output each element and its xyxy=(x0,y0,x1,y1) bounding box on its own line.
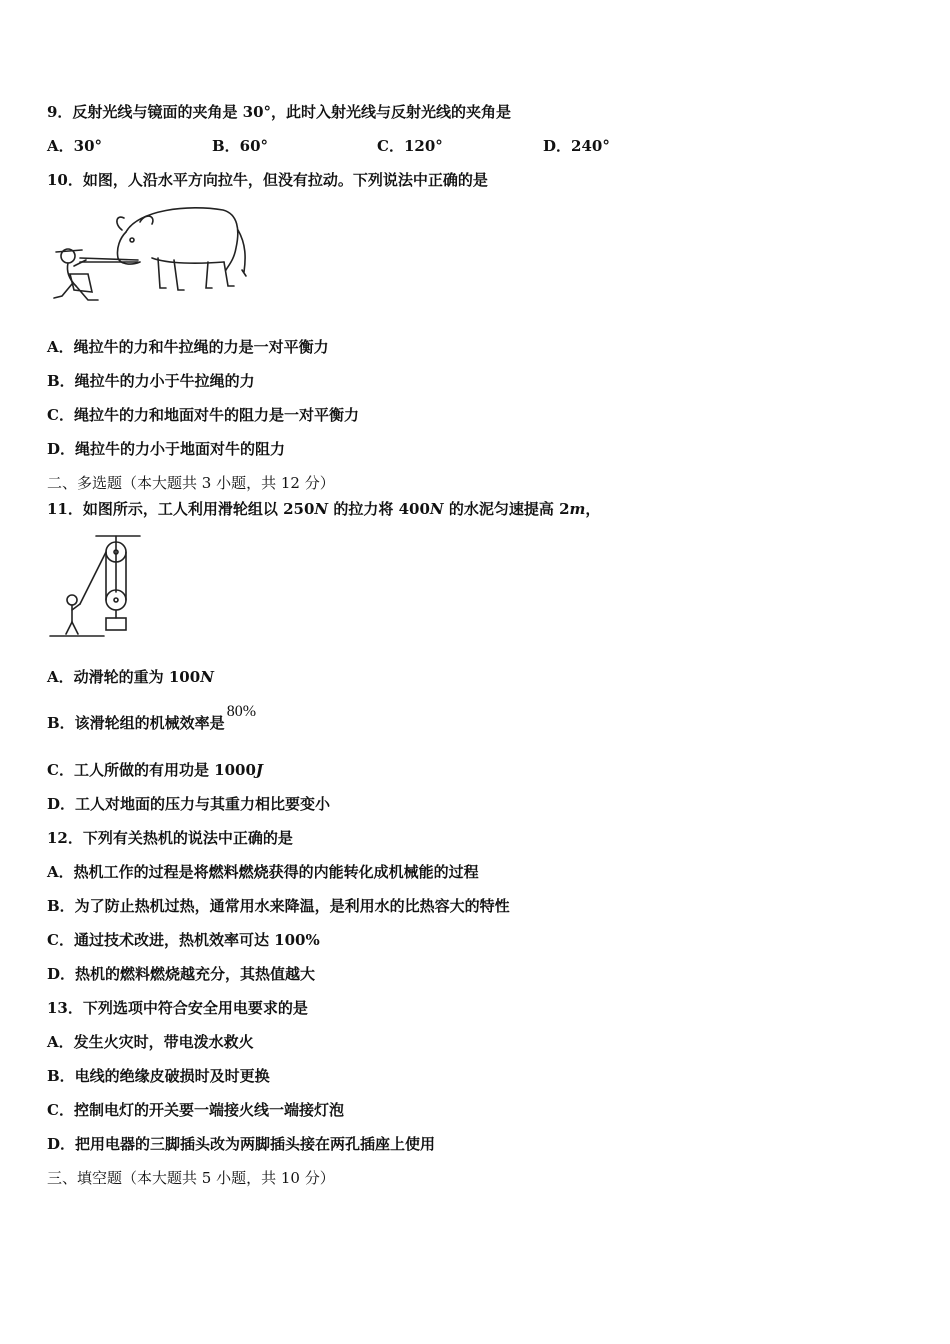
q13-option-d: D．把用电器的三脚插头改为两脚插头接在两孔插座上使用 xyxy=(47,1135,436,1153)
q11-stem-unit-1: N xyxy=(314,500,329,518)
q11-option-b-text: B．该滑轮组的机械效率是 xyxy=(47,714,225,732)
q11-stem xyxy=(47,499,600,519)
q12-option-a: A．热机工作的过程是将燃料燃烧获得的内能转化成机械能的过程 xyxy=(47,863,479,881)
q11-stem-part-2: 的拉力将 400 xyxy=(328,500,430,518)
q11-stem-unit-2: N xyxy=(429,500,444,518)
man-pulling-ox-figure xyxy=(48,200,248,310)
q11-option-c-unit: J xyxy=(255,761,264,779)
q11-stem-part-1: 11．如图所示，工人利用滑轮组以 250 xyxy=(47,500,315,518)
q11-option-a xyxy=(47,667,214,687)
pulley-system-figure xyxy=(46,532,146,642)
q9-option-c: C．120° xyxy=(377,137,443,155)
q11-option-b-value: 80% xyxy=(226,703,257,720)
section-3-heading: 三、填空题（本大题共 5 小题，共 10 分） xyxy=(47,1169,335,1187)
q11-option-a-text: A．动滑轮的重为 100 xyxy=(47,668,201,686)
q10-stem: 10．如图，人沿水平方向拉牛，但没有拉动。下列说法中正确的是 xyxy=(47,171,488,189)
q9-option-a: A．30° xyxy=(47,137,103,155)
q11-stem-unit-3: m xyxy=(569,500,586,518)
q11-stem-part-3: 的水泥匀速提高 2 xyxy=(443,500,570,518)
q11-option-d: D．工人对地面的压力与其重力相比要变小 xyxy=(47,795,331,813)
q10-option-c: C．绳拉牛的力和地面对牛的阻力是一对平衡力 xyxy=(47,406,359,424)
q12-option-d: D．热机的燃料燃烧越充分，其热值越大 xyxy=(47,965,316,983)
q13-option-c: C．控制电灯的开关要一端接火线一端接灯泡 xyxy=(47,1101,344,1119)
q11-stem-part-4: ， xyxy=(585,500,601,518)
q12-option-c: C．通过技术改进，热机效率可达 100% xyxy=(47,931,320,949)
q11-option-a-unit: N xyxy=(200,668,214,686)
q11-option-c xyxy=(47,760,263,780)
q11-option-c-text: C．工人所做的有用功是 1000 xyxy=(47,761,256,779)
q12-stem: 12．下列有关热机的说法中正确的是 xyxy=(47,829,293,847)
section-2-heading: 二、多选题（本大题共 3 小题，共 12 分） xyxy=(47,474,335,492)
q9-option-d: D．240° xyxy=(543,137,610,155)
q10-option-d: D．绳拉牛的力小于地面对牛的阻力 xyxy=(47,440,286,458)
q13-stem: 13．下列选项中符合安全用电要求的是 xyxy=(47,999,308,1017)
q13-option-a: A．发生火灾时，带电泼水救火 xyxy=(47,1033,254,1051)
q12-option-b: B．为了防止热机过热，通常用水来降温，是利用水的比热容大的特性 xyxy=(47,897,510,915)
q13-option-b: B．电线的绝缘皮破损时及时更换 xyxy=(47,1067,270,1085)
q9-option-b: B．60° xyxy=(212,137,269,155)
q10-option-a: A．绳拉牛的力和牛拉绳的力是一对平衡力 xyxy=(47,338,329,356)
q10-option-b: B．绳拉牛的力小于牛拉绳的力 xyxy=(47,372,255,390)
q11-option-b xyxy=(47,703,257,734)
q9-stem: 9．反射光线与镜面的夹角是 30°，此时入射光线与反射光线的夹角是 xyxy=(47,103,512,121)
